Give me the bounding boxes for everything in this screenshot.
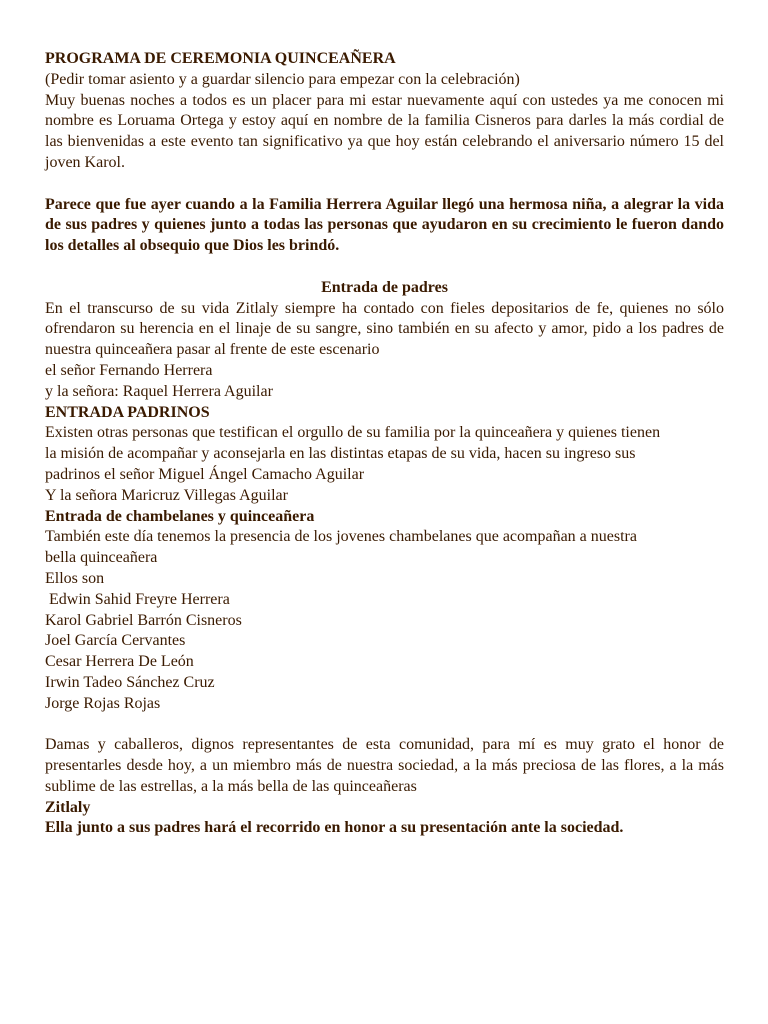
seating-instruction: (Pedir tomar asiento y a guardar silencio para empezar con la celebración) — [45, 70, 520, 88]
godparents-line: Existen otras personas que testifican el orgullo de su familia por la quinceañera y quienes tienen — [45, 424, 661, 442]
chamberlains-line: bella quinceañera — [45, 549, 158, 567]
closing-paragraph: Damas y caballeros, dignos representantes de esta comunidad, para mí es muy grato el honor de presentarles desde hoy, a un miembro más de nuestra sociedad, a la más preciosa de las flores, a la más sublime de las estrellas, a la más bella de las quinceañeras — [45, 736, 724, 795]
godparents-line: la misión de acompañar y aconsejarla en las distintas etapas de su vida, hacen su ingreso sus — [45, 445, 636, 463]
spacer — [45, 174, 724, 195]
parents-paragraph: En el transcurso de su vida Zitlaly siempre ha contado con fieles depositarios de fe, quienes no sólo ofrendaron su herencia en el linaje de su sangre, sino también en su afecto y amor, pido a los padres de nuestra quinceañera pasar al frente de este escenario — [45, 299, 724, 359]
document-title: PROGRAMA DE CEREMONIA QUINCEAÑERA — [45, 50, 396, 67]
closing-final-line: Ella junto a sus padres hará el recorrido en honor a su presentación ante la sociedad. — [45, 819, 624, 837]
chamberlain-name: Jorge Rojas Rojas — [45, 694, 161, 712]
chamberlain-name: Joel García Cervantes — [45, 632, 186, 650]
parents-heading: Entrada de padres — [321, 278, 448, 296]
quinceanera-name: Zitlaly — [45, 798, 91, 816]
spacer — [45, 257, 724, 278]
chamberlain-name: Karol Gabriel Barrón Cisneros — [45, 611, 242, 629]
chamberlains-heading: Entrada de chambelanes y quinceañera — [45, 507, 315, 525]
godparents-line: Y la señora Maricruz Villegas Aguilar — [45, 486, 288, 504]
chamberlains-line: Ellos son — [45, 569, 105, 587]
welcome-paragraph: Muy buenas noches a todos es un placer para mi estar nuevamente aquí con ustedes ya me conocen mi nombre es Loruama Ortega y estoy aquí en nombre de la familia Cisneros para darles la más cordial de las bienvenidas a este evento tan significativo ya que hoy están celebrando el aniversario número 15 del joven Karol. — [45, 91, 724, 171]
chamberlains-line: También este día tenemos la presencia de los jovenes chambelanes que acompañan a nuestra — [45, 528, 637, 546]
mother-name: y la señora: Raquel Herrera Aguilar — [45, 382, 273, 400]
father-name: el señor Fernando Herrera — [45, 361, 213, 379]
chamberlain-name: Irwin Tadeo Sánchez Cruz — [45, 673, 215, 691]
chamberlain-name: Edwin Sahid Freyre Herrera — [45, 590, 230, 608]
godparents-line: padrinos el señor Miguel Ángel Camacho Aguilar — [45, 465, 365, 483]
chamberlain-name: Cesar Herrera De León — [45, 653, 194, 671]
spacer — [45, 715, 724, 736]
godparents-heading: ENTRADA PADRINOS — [45, 403, 210, 421]
intro-paragraph: Parece que fue ayer cuando a la Familia Herrera Aguilar llegó una hermosa niña, a alegrar la vida de sus padres y quienes junto a todas las personas que ayudaron en su crecimiento le fueron dando los detalles al obsequio que Dios les brindó. — [45, 195, 724, 255]
document-page — [45, 49, 724, 839]
